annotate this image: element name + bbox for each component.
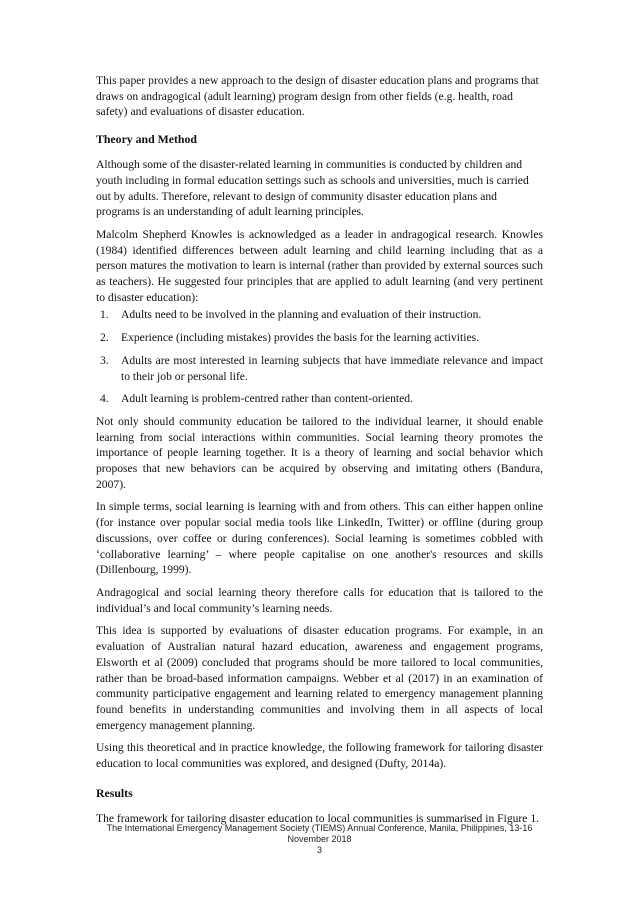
list-number: 1.	[100, 308, 109, 322]
paragraph-social-learning: Not only should community education be tailored to the individual learner, it should enable learning from social interactions within communities. Social learning theory promotes the importance of people learning together. It is a theory of learning and social behavior which proposes that new behaviors can be acquired by observing and imitating others (Bandura, 2007).	[96, 414, 543, 491]
body-text	[96, 73, 543, 833]
paragraph-evaluations: This idea is supported by evaluations of disaster education programs. For example, in an evaluation of Australian natural hazard education, awareness and engagement programs, Elsworth et al (2009) concluded that programs should be more tailored to local communities, rather than be broad-based information campaigns. Webber et al (2017) in an examination of community participative engagement and learning related to emergency management planning found benefits in understanding communities and involving them in all aspects of local emergency management planning.	[96, 624, 543, 732]
section-heading-theory: Theory and Method	[96, 132, 197, 147]
list-number: 3.	[100, 353, 109, 367]
list-item	[96, 307, 543, 323]
list-item-text: Adult learning is problem-centred rather than content-oriented.	[121, 392, 413, 406]
page-footer	[96, 823, 543, 856]
list-item	[96, 330, 543, 346]
section-heading-results: Results	[96, 785, 133, 800]
list-number: 2.	[100, 331, 109, 345]
paragraph-knowles: Malcolm Shepherd Knowles is acknowledged as a leader in andragogical research. Knowles (1984) identified differences between adult learning and child learning including that as a person matures the motivation to learn is internal (rather than provided by external sources such as teachers). He suggested four principles that are applied to adult learning (and very pertinent to disaster education):	[96, 227, 543, 304]
list-item-text: Experience (including mistakes) provides the basis for the learning activities.	[121, 331, 480, 345]
footer-conference-line: The International Emergency Management Society (TIEMS) Annual Conference, Manila, Philippines, 13-16	[106, 823, 533, 833]
principles-list	[96, 307, 543, 407]
paragraph-tailored: Andragogical and social learning theory therefore calls for education that is tailored to the individual’s and local community’s learning needs.	[96, 585, 543, 615]
intro-paragraph: This paper provides a new approach to the design of disaster education plans and programs that draws on andragogical (adult learning) program design from other fields (e.g. health, road safety) and evaluations of disaster education.	[96, 74, 539, 119]
paragraph-simple-terms: In simple terms, social learning is learning with and from others. This can either happen online (for instance over popular social media tools like LinkedIn, Twitter) or offline (during group discussions, over coffee or during conferences). Social learning is sometimes cobbled with ‘collaborative learning’ – where people capitalise on one another's resources and skills (Dillenbourg, 1999).	[96, 500, 543, 577]
list-item	[96, 391, 543, 407]
list-item-text: Adults are most interested in learning subjects that have immediate relevance and impact to their job or personal life.	[121, 353, 543, 383]
list-number: 4.	[100, 392, 109, 406]
paragraph-results: The framework for tailoring disaster education to local communities is summarised in Figure 1.	[96, 811, 540, 825]
footer-date-line: November 2018	[287, 834, 352, 844]
list-item	[96, 353, 543, 384]
list-item-text: Adults need to be involved in the planning and evaluation of their instruction.	[121, 308, 482, 322]
page-number: 3	[316, 845, 322, 855]
paragraph-framework: Using this theoretical and in practice knowledge, the following framework for tailoring disaster education to local communities was explored, and designed (Dufty, 2014a).	[96, 741, 543, 771]
paragraph-adult-learning: Although some of the disaster-related learning in communities is conducted by children and youth including in formal education settings such as schools and universities, much is carried out by adults. Therefore, relevant to design of community disaster education plans and programs is an understanding of adult learning principles.	[96, 158, 529, 219]
